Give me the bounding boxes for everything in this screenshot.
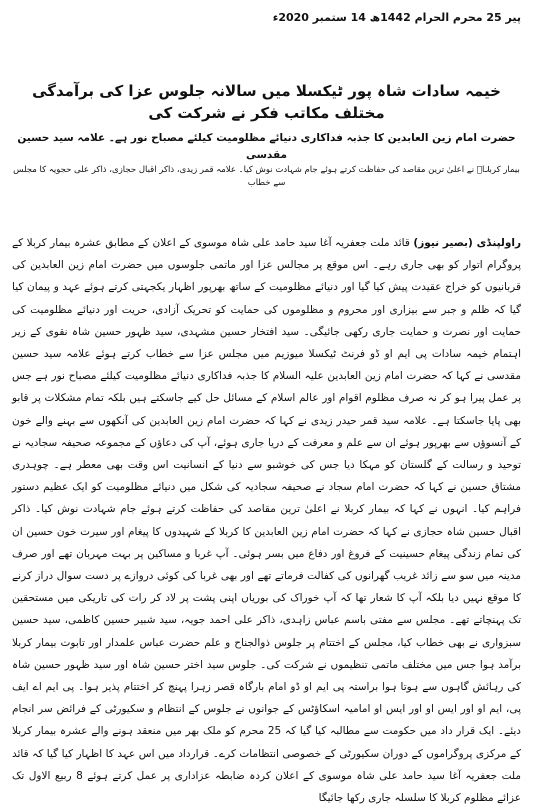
article-text: قائد ملت جعفریہ آغا سید حامد علی شاہ موسوی کے اعلان کے مطابق عشرہ بیمار کربلا کے پروگرام اتوار کو بھی جاری رہے۔ اس موقع پر مجالس عزا اور ماتمی جلوسوں میں حضرت امام زین العابدین کی قربانیوں کو خراج عقیدت پیش کیا گیا اور دنیائے مظلومیت کے ساتھ بھرپور اظہار یکجہتی کرتے ہوئے عہد و پیمان کیا گیا کہ ظلم و جبر سے بیزاری اور محروم و مظلوموں کی حمایت کو تحریک آزادی، حریت اور دنیائے مظلومیت کی حمایت اور نصرت و حمایت جاری رکھی جائیگی۔ سید افتخار حسین مشہدی، سید ظہور حسین شاہ نقوی کے زیر اہتمام خیمہ سادات پی ایم او ڈو فرنٹ ٹیکسلا میوزیم میں مجلس عزا سے خطاب کرتے ہوئے علامہ سید حسین مقدسی نے کہا کہ حضرت امام زین العابدین علیہ السلام کا جذبہ فداکاری دنیائے مظلومیت کیلئے مصباح نور ہے جس پر عمل پیرا ہو کر نہ صرف مظلوم اقوام اور عالم اسلام کے مسائل حل کیے جاسکتے ہیں بلکہ تمام مشکلات پر قابو بھی پایا جاسکتا ہے۔ علامہ سید قمر حیدر زیدی نے کہا کہ حضرت امام زین العابدین کی آنکھوں سے بہنے والے خون کے آنسوؤں سے بھرپور ہوئے ان سے علم و معرفت کے دریا جاری ہوئے، آپ کی دعاؤں کے مجموعہ صحیفہ سجادیہ نے توحید و رسالت کے گلستان کو مہکا دیا جس کی خوشبو سے دنیا کے انسانیت اس وقت بھی معطر ہے۔ چوہدری مشتاق حسین نے کہا کہ حضرت امام سجاد نے صحیفہ سجادیہ کی شکل میں دنیائے مظلومیت کو ایک عظیم دستور فراہم کیا۔ انہوں نے کہا کہ بیمار کربلا نے اعلیٰ ترین مقاصد کی حفاظت کرتے ہوئے جام شہادت نوش کیا۔ ذاکر اقبال حسین شاہ حجازی نے کہا کہ حضرت امام زین العابدین کا کربلا کے شہیدوں کا پیغام اور سیرت خون حسین ان کی تمام زندگی پیغام حسینیت کے فروغ اور دفاع میں بسر ہوئی۔ آپ غربا و مساکین پر بہت مہربان تھے اور صرف مدینہ میں سو سے زائد غریب گھرانوں کی کفالت فرماتے تھے اور بھی غربا کی کوئی دروازے پر دست سوال دراز کرنے کا موقع نہیں دیا بلکہ آپ کا شعار تھا کہ آپ خوراک کی بوریاں اپنی پشت پر لاد کر رات کی تاریکی میں مستحقین تک پہنچاتے تھے۔ مجلس سے مفتی باسم عباس زاہدی، ذاکر علی احمد جویہ، سید شبیر حسین کاظمی، سید حسین سبزواری نے بھی خطاب کیا، مجلس کے اختتام پر جلوس ذوالجناح و علم حضرت عباس علمدار اور تابوت بیمار کربلا برآمد ہوا جس میں مختلف ماتمی تنظیموں نے شرکت کی۔ جلوس سید اختر حسین شاہ اور سید ظہور حسین شاہ کی رہائش گاہوں سے ہوتا ہوا براستہ پی ایم او ڈو امام بارگاہ قصر زہرا پہنچ کر اختتام پذیر ہوا۔ پی ایم اے ایف پی، ایم او اور ایس او اور ایس او امامیہ اسکاؤٹس کے جوانوں نے جلوس کے انتظام و سکیورٹی کے فرائض سر انجام دیئے۔ ایک قرار داد میں حکومت سے مطالبہ کیا گیا کہ 25 محرم کو ملک بھر میں منعقد ہونے والے عشرہ بیمار کربلا کے مرکزی پروگراموں کے دوران سکیورٹی کے خصوصی انتظامات کرے۔ قرارداد میں اس عہد کا اظہار کیا گیا کہ قائد ملت جعفریہ آغا سید حامد علی شاہ موسوی کے اعلان کردہ ضابطہ عزاداری پر عمل کرتے ہوئے 8 ربیع الاول تک عزائے مظلوم کربلا کا سلسلہ جاری رکھا جائیگا <box>12 237 521 805</box>
subhead-line-2: بیمار کربلاؑ نے اعلیٰ ترین مقاصد کی حفاظت کرتے ہوئے جام شہادت نوش کیا۔ علامہ قمر زیدی، ذاکر اقبال حجازی، ذاکر علی حجویہ کا مجلس سے خطاب <box>13 165 520 188</box>
dateline-lead: راولپنڈی (بصیر نیوز) <box>413 237 521 249</box>
article-body <box>12 232 521 809</box>
dateline: پیر 25 محرم الحرام 1442ھ 14 ستمبر 2020ء <box>272 11 521 24</box>
article-paragraph <box>12 232 521 809</box>
subhead-line-1: حضرت امام زین العابدین کا جذبہ فداکاری دنیائے مظلومیت کیلئے مصباح نور ہے۔ علامہ سید حسین مقدسی <box>17 132 516 161</box>
headline: خیمہ سادات شاہ پور ٹیکسلا میں سالانہ جلوس عزا کی برآمدگی مختلف مکاتب فکر نے شرکت کی <box>32 82 501 122</box>
